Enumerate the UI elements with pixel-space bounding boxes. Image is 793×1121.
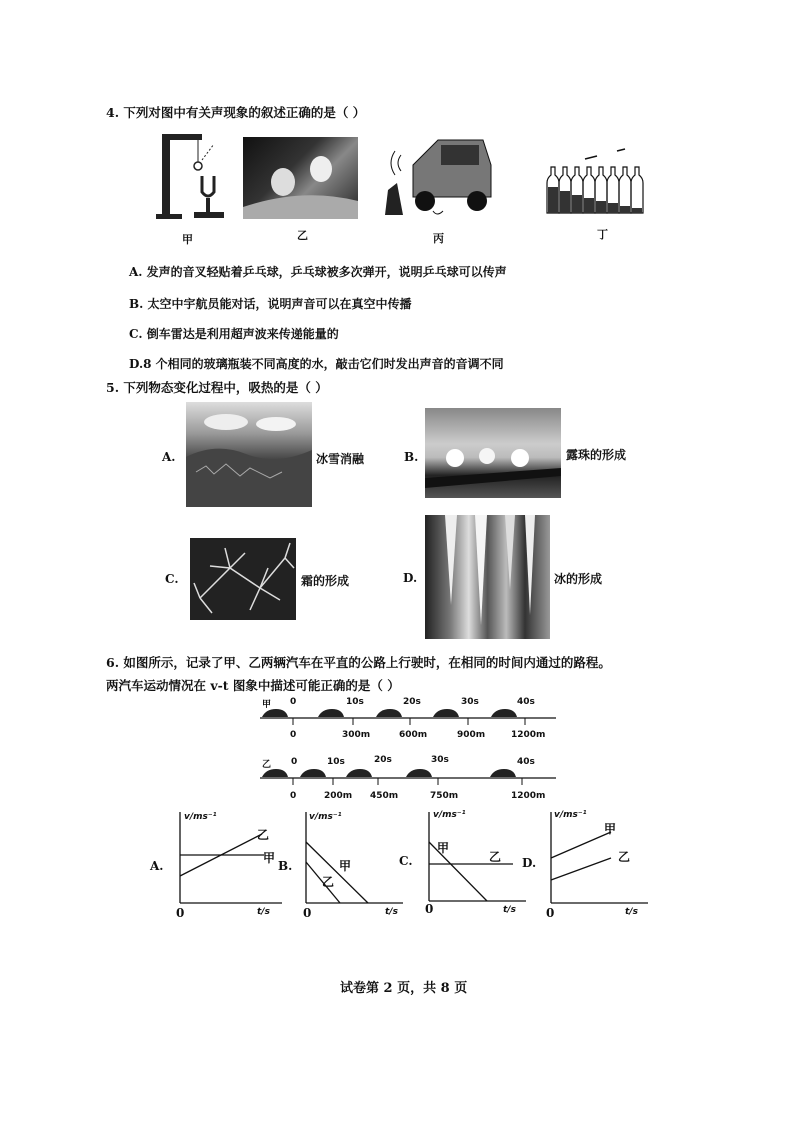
graph-a-letter: A. (150, 859, 164, 873)
caption-ding: 丁 (597, 228, 608, 241)
yi-dist-0: 0 (290, 791, 297, 801)
snow-melting-photo (186, 402, 312, 507)
track-jia-label: 甲 (262, 700, 272, 710)
graph-d-line-yi (551, 858, 611, 880)
graph-c-ylabel: v/ms⁻¹ (433, 810, 466, 820)
graph-d (543, 808, 653, 923)
q5-letter-c: C. (165, 572, 179, 586)
graph-b (298, 808, 408, 923)
yi-dist-3: 750m (430, 791, 459, 801)
graph-b-letter: B. (278, 859, 293, 873)
bottles-figure (545, 145, 645, 220)
yi-time-1: 10s (327, 757, 345, 767)
jia-dist-4: 1200m (511, 730, 546, 740)
graph-a-label-jia: 甲 (263, 851, 276, 865)
car-radar-figure (383, 135, 495, 223)
graph-a-xlabel: t/s (257, 907, 270, 917)
dew-photo (425, 408, 561, 498)
yi-time-2: 20s (374, 755, 392, 765)
yi-time-0: 0 (291, 757, 298, 767)
q6-stem-line1: 6. 如图所示，记录了甲、乙两辆汽车在平直的公路上行驶时，在相同的时间内通过的路程。 (106, 655, 611, 670)
graph-d-label-yi: 乙 (618, 850, 631, 864)
graph-b-xlabel: t/s (385, 907, 398, 917)
caption-yi: 乙 (297, 229, 308, 242)
q5-caption-d: 冰的形成 (554, 572, 603, 586)
q4-option-c: C. 倒车雷达是利用超声波来传递能量的 (129, 327, 339, 341)
jia-dist-3: 900m (457, 730, 486, 740)
graph-c-letter: C. (399, 854, 413, 868)
q4-option-a: A. 发声的音叉轻贴着乒乓球，乒乓球被多次弹开，说明乒乓球可以传声 (129, 265, 507, 279)
q5-letter-b: B. (404, 450, 419, 464)
q4-stem: 4. 下列对图中有关声现象的叙述正确的是（ ） (106, 105, 366, 120)
graph-c-xlabel: t/s (503, 905, 516, 915)
graph-b-label-yi: 乙 (322, 875, 335, 889)
q5-letter-d: D. (403, 571, 418, 585)
jia-dist-2: 600m (399, 730, 428, 740)
graph-d-ylabel: v/ms⁻¹ (554, 810, 587, 820)
graph-a-origin: 0 (176, 906, 185, 920)
caption-bing: 丙 (433, 232, 444, 245)
graph-b-label-jia: 甲 (339, 859, 352, 873)
q5-caption-a: 冰雪消融 (316, 452, 365, 466)
q4-option-b: B. 太空中宇航员能对话，说明声音可以在真空中传播 (129, 297, 412, 311)
jia-time-0: 0 (290, 697, 297, 707)
q5-letter-a: A. (162, 450, 176, 464)
graph-c-label-yi: 乙 (489, 850, 502, 864)
track-yi-label: 乙 (262, 760, 272, 770)
graph-a-ylabel: v/ms⁻¹ (184, 812, 217, 822)
caption-jia: 甲 (182, 233, 193, 246)
yi-time-3: 30s (431, 755, 449, 765)
graph-d-letter: D. (522, 856, 537, 870)
tuning-fork-figure (150, 132, 240, 224)
astronaut-photo (243, 137, 358, 219)
icicle-photo (425, 515, 550, 639)
q5-stem: 5. 下列物态变化过程中，吸热的是（ ） (106, 380, 328, 395)
page-footer: 试卷第 2 页，共 8 页 (340, 981, 468, 996)
q5-caption-b: 露珠的形成 (566, 448, 627, 462)
graph-a-label-yi: 乙 (257, 828, 270, 842)
graph-d-line-jia (551, 832, 611, 858)
yi-dist-2: 450m (370, 791, 399, 801)
yi-dist-1: 200m (324, 791, 353, 801)
jia-dist-1: 300m (342, 730, 371, 740)
graph-b-ylabel: v/ms⁻¹ (309, 812, 342, 822)
yi-dist-4: 1200m (511, 791, 546, 801)
jia-time-2: 20s (403, 697, 421, 707)
graph-d-xlabel: t/s (625, 907, 638, 917)
graph-d-origin: 0 (546, 906, 555, 920)
jia-time-1: 10s (346, 697, 364, 707)
graph-b-origin: 0 (303, 906, 312, 920)
q4-option-d: D.8 个相同的玻璃瓶装不同高度的水，敲击它们时发出声音的音调不同 (129, 357, 504, 371)
frost-photo (190, 538, 296, 620)
graph-c-origin: 0 (425, 902, 434, 916)
q5-caption-c: 霜的形成 (301, 574, 350, 588)
jia-dist-0: 0 (290, 730, 297, 740)
jia-time-3: 30s (461, 697, 479, 707)
q6-stem-line2: 两汽车运动情况在 v-t 图象中描述可能正确的是（ ） (106, 678, 400, 693)
jia-time-4: 40s (517, 697, 535, 707)
yi-time-4: 40s (517, 757, 535, 767)
graph-c-label-jia: 甲 (437, 841, 450, 855)
graph-d-label-jia: 甲 (604, 822, 617, 836)
